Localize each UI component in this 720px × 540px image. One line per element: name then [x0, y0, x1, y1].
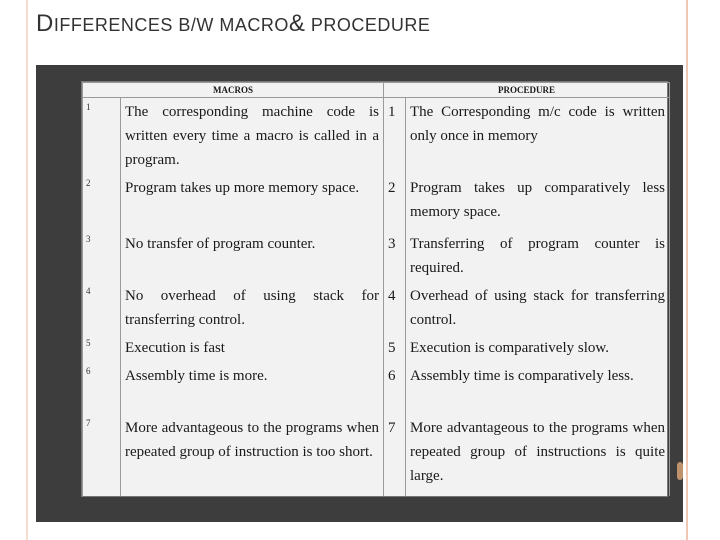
- procedure-cell: Assembly time is comparatively less.: [406, 362, 670, 414]
- row-index: 4: [83, 282, 121, 334]
- macro-cell: More advantageous to the programs when repeated group of instruction is too short.: [121, 414, 384, 497]
- table-row: [83, 334, 670, 362]
- row-index: 2: [83, 174, 121, 230]
- table-row: [83, 174, 670, 230]
- title-main: IFFERENCES B/W MACRO: [53, 15, 289, 35]
- row-number: 4: [384, 282, 406, 334]
- macro-cell: Program takes up more memory space.: [121, 174, 384, 230]
- title-tail: PROCEDURE: [305, 15, 431, 35]
- row-index: 7: [83, 414, 121, 497]
- row-index: 3: [83, 230, 121, 282]
- table-row: [83, 414, 670, 497]
- macro-cell: No transfer of program counter.: [121, 230, 384, 282]
- macro-cell: Execution is fast: [121, 334, 384, 362]
- row-index: 1: [83, 98, 121, 174]
- row-number: 1: [384, 98, 406, 174]
- table-header-row: [83, 83, 670, 98]
- row-number: 2: [384, 174, 406, 230]
- comparison-table: [81, 81, 668, 497]
- macro-cell: No overhead of using stack for transferring control.: [121, 282, 384, 334]
- row-number: 6: [384, 362, 406, 414]
- macro-cell: The corresponding machine code is written every time a macro is called in a program.: [121, 98, 384, 174]
- table-row: [83, 230, 670, 282]
- row-index: 5: [83, 334, 121, 362]
- procedure-header: PROCEDURE: [384, 83, 670, 98]
- decorative-accent: [677, 462, 683, 480]
- macro-cell: Assembly time is more.: [121, 362, 384, 414]
- table-row: [83, 98, 670, 174]
- procedure-cell: More advantageous to the programs when repeated group of instructions is quite large.: [406, 414, 670, 497]
- table-row: [83, 282, 670, 334]
- table-row: [83, 362, 670, 414]
- row-number: 5: [384, 334, 406, 362]
- row-number: 3: [384, 230, 406, 282]
- slide-border-left: [26, 0, 28, 540]
- slide-border-right: [686, 0, 688, 540]
- row-number: 7: [384, 414, 406, 497]
- macros-header: MACROS: [83, 83, 384, 98]
- procedure-cell: Overhead of using stack for transferring control.: [406, 282, 670, 334]
- slide-title: [36, 10, 430, 38]
- procedure-cell: Transferring of program counter is required.: [406, 230, 670, 282]
- row-index: 6: [83, 362, 121, 414]
- procedure-cell: The Corresponding m/c code is written only once in memory: [406, 98, 670, 174]
- procedure-cell: Program takes up comparatively less memory space.: [406, 174, 670, 230]
- procedure-cell: Execution is comparatively slow.: [406, 334, 670, 362]
- title-ampersand: &: [288, 10, 306, 37]
- title-initial: D: [36, 10, 54, 37]
